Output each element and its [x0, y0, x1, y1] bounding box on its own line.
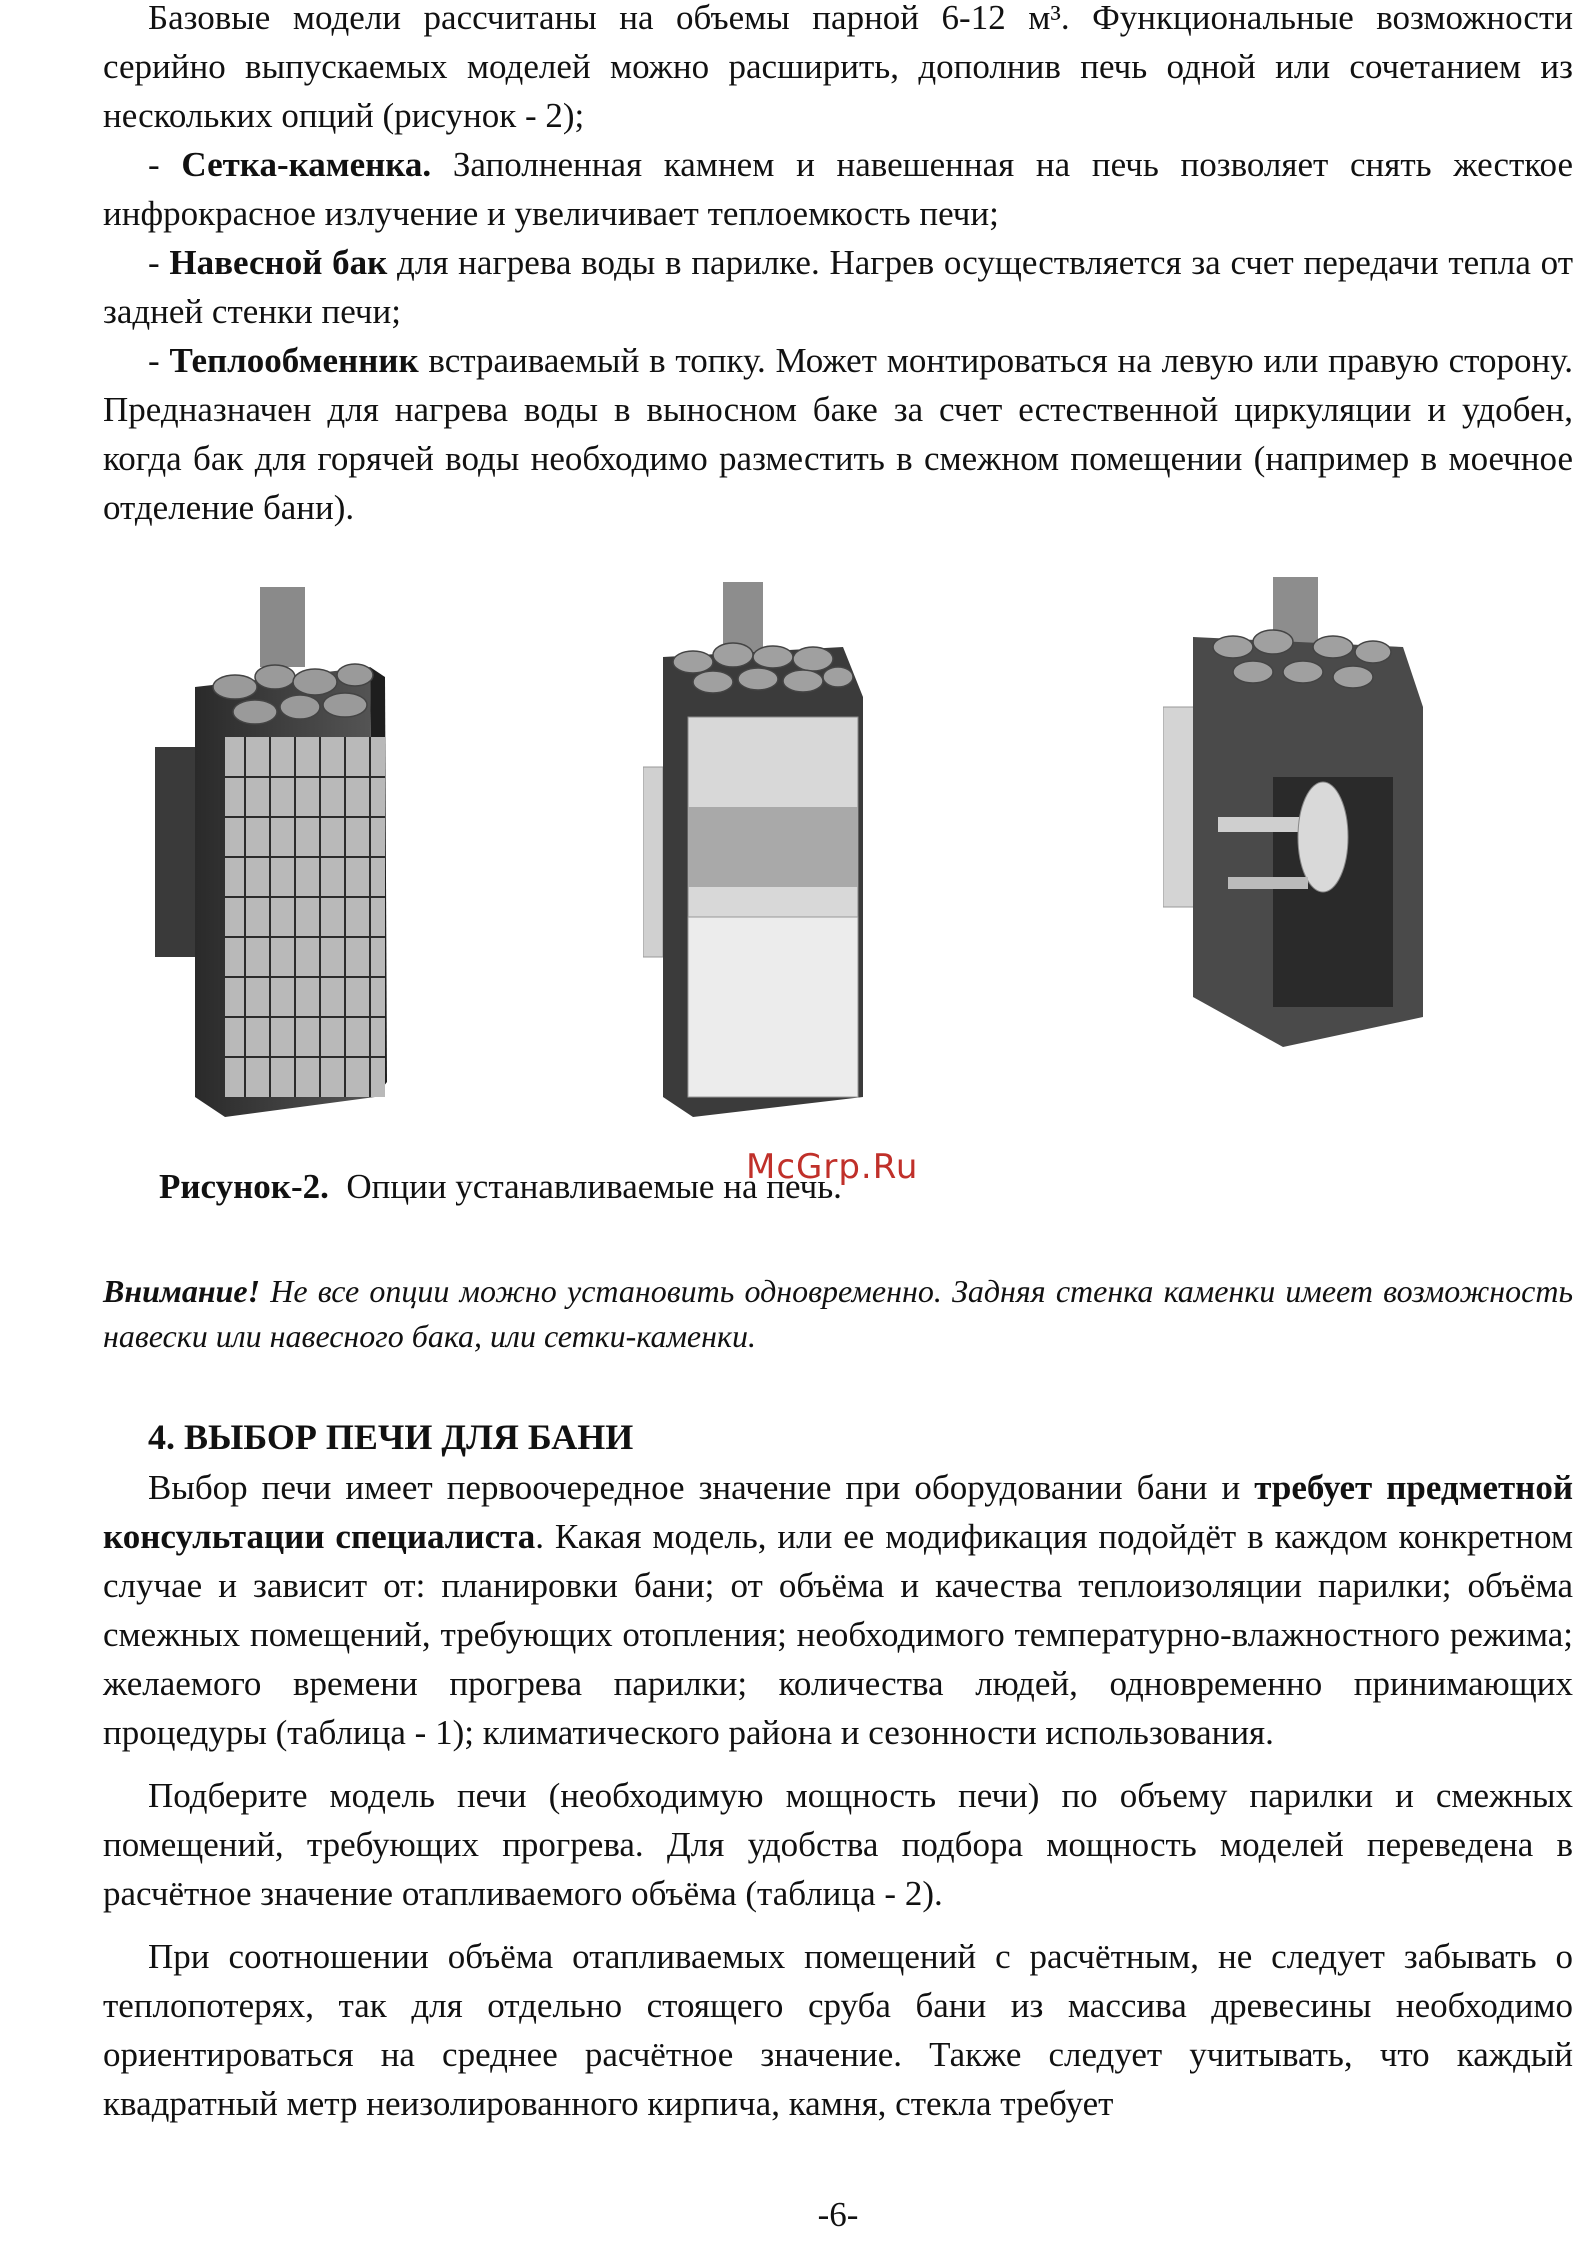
section-paragraph-3: При соотношении объёма отапливаемых помещений с расчётным, не следует забывать о теплопотерях, так для отдельно стоящего сруба бани из массива древесины необходимо ориентироваться на среднее расчётное значение. Также следует учитывать, что каждый квадратный метр неизолированного кирпича, камня, стекла требует: [103, 1937, 1573, 2123]
intro-paragraph: Базовые модели рассчитаны на объемы парной 6-12 м³. Функциональные возможности серийно выпускаемых моделей можно расширить, дополнив печь одной или сочетанием из нескольких опций (рисунок - 2);: [103, 0, 1573, 135]
stove-with-stone-grid-image: [115, 577, 505, 1117]
section-paragraph-2: Подберите модель печи (необходимую мощность печи) по объему парилки и смежных помещений, требующих прогрева. Для удобства подбора мощность моделей переведена в расчётное значение отапливаемого объёма (таблица - 2).: [103, 1776, 1573, 1913]
section-paragraph-1: Выбор печи имеет первоочередное значение при оборудовании бани и требует предметной консультации специалиста. Какая модель, или ее модификация подойдёт в каждом конкретном случае и зависит от: планировки бани; от объёма и качества теплоизоляции парилки; объёма смежных помещений, требующих отопления; необходимого температурно-влажностного режима; желаемого времени прогрева парилки; количества людей, одновременно принимающих процедуры (таблица - 1); климатического района и сезонности использования.: [103, 1468, 1573, 1752]
option-heat-exchanger: - Теплообменник встраиваемый в топку. Может монтироваться на левую или правую сторону. Предназначен для нагрева воды в выносном баке за счет естественной циркуляции и удобен, когда бак для горячей воды необходимо разместить в смежном помещении (например в моечное отделение бани).: [103, 341, 1573, 527]
section-heading: 4. ВЫБОР ПЕЧИ ДЛЯ БАНИ: [148, 1417, 634, 1457]
option-water-tank: - Навесной бак для нагрева воды в парилке. Нагрев осуществляется за счет передачи тепла от задней стенки печи;: [103, 243, 1573, 331]
watermark: McGrp.Ru: [746, 1147, 919, 1187]
figure-caption-text: Опции устанавливаемые на печь.: [346, 1167, 842, 1206]
option-water-tank-title: Навесной бак: [169, 243, 388, 282]
stove-with-water-tank-image: [643, 577, 933, 1117]
attention-note: Внимание! Не все опции можно установить одновременно. Задняя стенка каменки имеет возможность навески или навесного бака, или сетки-каменки.: [103, 1273, 1573, 1354]
option-stone-grid-title: Сетка-каменка.: [181, 145, 432, 184]
attention-label: Внимание!: [103, 1273, 261, 1309]
option-heat-exchanger-title: Теплообменник: [169, 341, 419, 380]
figure-2-images: [103, 577, 1573, 1137]
page-number: -6-: [817, 2195, 859, 2234]
figure-caption-label: Рисунок-2.: [159, 1167, 329, 1206]
document-page: [103, 0, 1573, 2234]
option-stone-grid: - Сетка-каменка. Заполненная камнем и навешенная на печь позволяет снять жесткое инфрокрасное излучение и увеличивает теплоемкость печи;: [103, 145, 1573, 233]
figure-caption: [159, 1147, 1573, 1209]
stove-with-heat-exchanger-image: [1163, 577, 1463, 1117]
